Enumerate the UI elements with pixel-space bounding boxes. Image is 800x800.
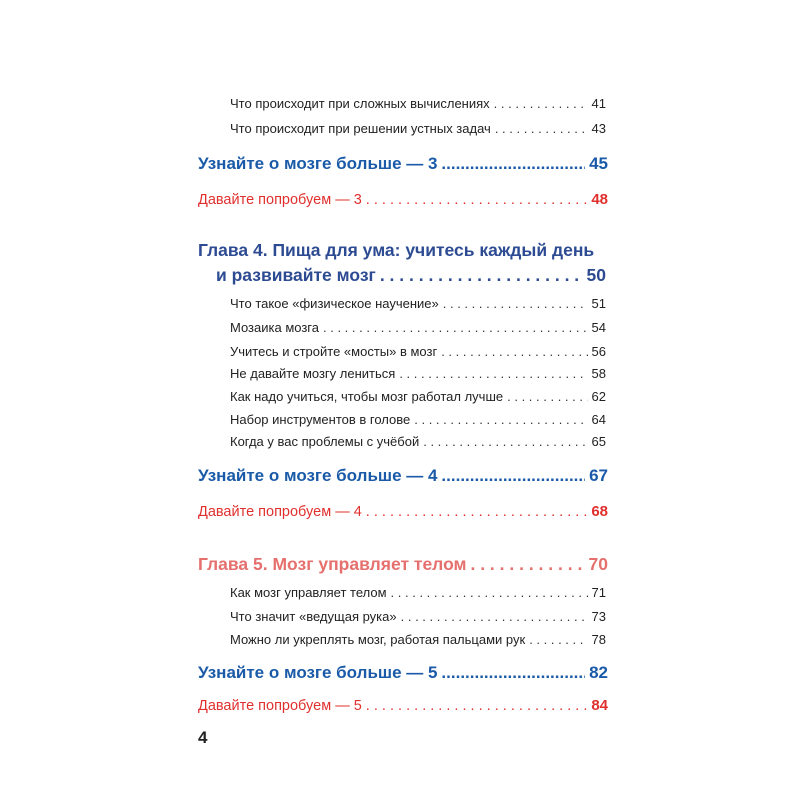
dot-leader (366, 698, 588, 714)
page-number: 4 (198, 728, 208, 747)
toc-entry-page: 64 (591, 412, 606, 427)
toc-entry-title: Как мозг управляет телом (230, 585, 387, 600)
toc-entry (230, 412, 606, 427)
chapter-5-title (198, 554, 608, 575)
dot-leader (391, 585, 588, 600)
dot-leader (441, 663, 585, 683)
dot-leader (401, 609, 588, 624)
toc-entry (230, 632, 606, 647)
toc-entry (230, 96, 606, 111)
toc-entry-title: Что происходит при решении устных задач (230, 121, 491, 136)
dot-leader (507, 389, 587, 404)
learn-more-title: Узнайте о мозге больше — 4 (198, 466, 438, 485)
toc-entry-page: 51 (591, 296, 606, 311)
toc-entry-title: Учитесь и стройте «мосты» в мозг (230, 344, 438, 359)
toc-entry-title: Что значит «ведущая рука» (230, 609, 397, 624)
learn-more-title: Узнайте о мозге больше — 3 (198, 154, 438, 173)
chapter-5-page: 70 (588, 554, 608, 574)
chapter-4-title-line1: Глава 4. Пища для ума: учитесь каждый день (198, 240, 595, 260)
dot-leader (495, 121, 588, 136)
toc-entry (230, 389, 606, 404)
toc-entry (230, 366, 606, 381)
dot-leader (494, 96, 588, 111)
toc-entry-title: Что такое «физическое научение» (230, 296, 439, 311)
toc-entry (230, 585, 606, 600)
toc-learn-more-3 (198, 154, 608, 174)
dot-leader (414, 412, 587, 427)
toc-learn-more-5 (198, 663, 608, 683)
toc-entry (230, 320, 606, 335)
dot-leader (366, 504, 588, 520)
toc-entry-page: 43 (591, 121, 606, 136)
toc-entry-title: Как надо учиться, чтобы мозг работал лучше (230, 389, 504, 404)
toc-entry (230, 434, 606, 449)
dot-leader (366, 192, 588, 208)
chapter-4-title-line2-text: и развивайте мозг (216, 265, 376, 285)
try-page: 84 (591, 697, 608, 714)
toc-entry (230, 121, 606, 136)
toc-entry-page: 78 (591, 632, 606, 647)
toc-entry-title: Набор инструментов в голове (230, 412, 411, 427)
chapter-4-title-line2 (216, 265, 606, 286)
learn-more-title: Узнайте о мозге больше — 5 (198, 663, 438, 682)
toc-entry (230, 609, 606, 624)
toc-entry-title: Что происходит при сложных вычислениях (230, 96, 490, 111)
chapter-5-title-text: Глава 5. Мозг управляет телом (198, 554, 467, 574)
dot-leader (441, 344, 587, 359)
dot-leader (443, 296, 588, 311)
toc-try-4 (198, 503, 608, 520)
dot-leader (529, 632, 587, 647)
toc-entry-page: 41 (591, 96, 606, 111)
toc-learn-more-4 (198, 466, 608, 486)
toc-entry-page: 73 (591, 609, 606, 624)
dot-leader (399, 366, 587, 381)
toc-entry-title: Не давайте мозгу лениться (230, 366, 396, 381)
toc-entry-page: 65 (591, 434, 606, 449)
try-title: Давайте попробуем — 4 (198, 504, 362, 520)
toc-entry-page: 71 (591, 585, 606, 600)
chapter-4-page: 50 (586, 265, 606, 285)
dot-leader (470, 554, 584, 575)
toc-entry (230, 344, 606, 359)
dot-leader (323, 320, 588, 335)
learn-more-page: 67 (589, 466, 608, 485)
learn-more-page: 82 (589, 663, 608, 682)
toc-entry-page: 54 (591, 320, 606, 335)
dot-leader (441, 154, 585, 174)
toc-entry-page: 62 (591, 389, 606, 404)
dot-leader (380, 265, 583, 286)
dot-leader (441, 466, 585, 486)
try-page: 48 (591, 191, 608, 208)
try-page: 68 (591, 503, 608, 520)
toc-entry-title: Можно ли укреплять мозг, работая пальцами рук (230, 632, 526, 647)
try-title: Давайте попробуем — 3 (198, 192, 362, 208)
dot-leader (423, 434, 587, 449)
toc-entry (230, 296, 606, 311)
toc-entry-page: 58 (591, 366, 606, 381)
toc-entry-title: Мозаика мозга (230, 320, 319, 335)
learn-more-page: 45 (589, 154, 608, 173)
toc-try-3 (198, 191, 608, 208)
toc-entry-page: 56 (591, 344, 606, 359)
try-title: Давайте попробуем — 5 (198, 698, 362, 714)
toc-entry-title: Когда у вас проблемы с учёбой (230, 434, 420, 449)
toc-try-5 (198, 697, 608, 714)
